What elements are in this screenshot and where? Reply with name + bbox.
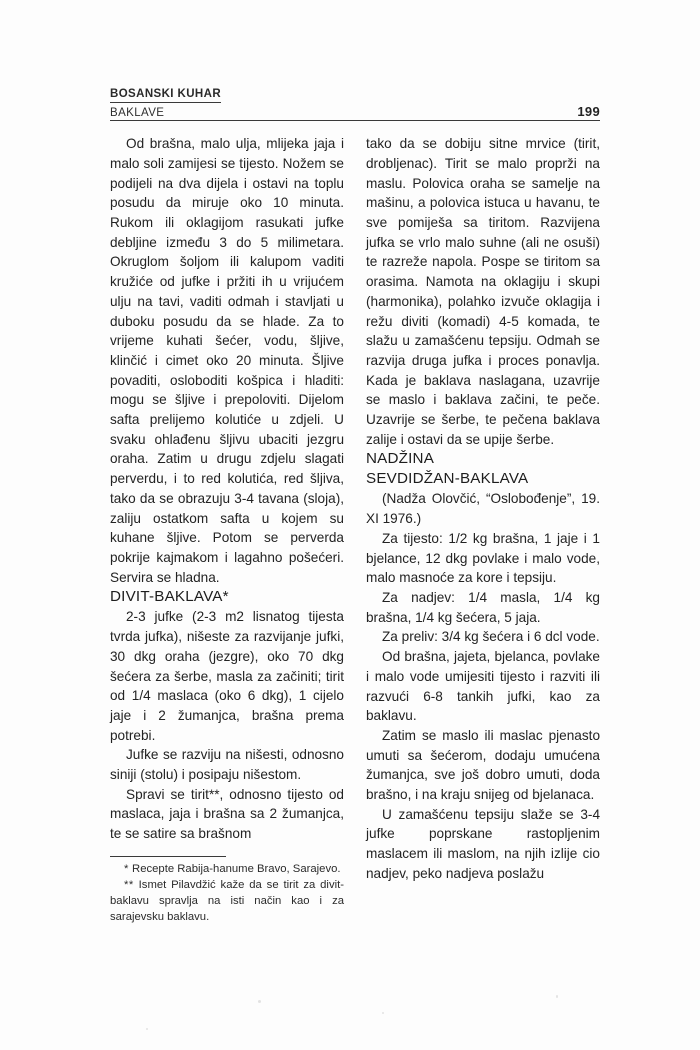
paragraph: Za nadjev: 1/4 masla, 1/4 kg brašna, 1/4 kg šećera, 5 jaja. — [366, 589, 600, 625]
footnote-marker: * — [124, 862, 129, 875]
running-head — [110, 84, 600, 121]
paragraph: Od brašna, jajeta, bjelanca, povlake i malo vode umijesiti tijesto i razviti ili razvući 6-8 tankih jufki, kao za baklavu. — [366, 649, 600, 724]
footnotes — [110, 856, 344, 926]
page-number: 199 — [577, 104, 600, 120]
paragraph: Spravi se tirit**, odnosno tijesto od maslaca, jaja i brašna sa 2 žumanjca, te se satire sa brašnom — [110, 786, 344, 842]
paragraph: Zatim se maslo ili maslac pjenasto umuti sa šećerom, dodaju umućena žumanjca, sve još dobro umuti, doda brašno, i na kraju snijeg od bjelanaca. — [366, 727, 600, 803]
left-column — [110, 134, 344, 925]
paragraph: U zamašćenu tepsiju slaže se 3-4 jufke poprskane rastopljenim maslacem ili maslom, na njih izlije cio nadjev, peko nadjeva poslažu — [366, 806, 600, 881]
footnote-text: Recepte Rabija-hanume Bravo, Sarajevo. — [132, 862, 341, 875]
paragraph: Od brašna, malo ulja, mlijeka jaja i malo soli zamijesi se tijesto. Nožem se podijeli na dva dijela i ostavi na toplu posudu da miruje oko 10 minuta. Rukom ili oklagijom rasukati jufke debljine između 3 do 5 milimetara. Okruglom šoljom ili kalupom vaditi kružiće od jufke i pržiti ih u vrijućem ulju na tavi, vaditi odmah i stavljati u duboku posudu da se hlade. Za to vrijeme kuhati šećer, vodu, šljive, klinčić i cimet oko 20 minuta. Šljive povaditi, osloboditi košpica i hladiti: mogu se šljive i prepoloviti. Dijelom safta prelijemo kolutiće u zdjeli. U svaku ohlađenu šljivu ubaciti jezgru oraha. Zatim u drugu zdjelu slagati perverdu, i to red kolutića, red šljiva, tako da se obrazuju 3-4 tavana (sloja), zaliju ostatkom safta u kojem su kuhane šljive. Potom se perverda pokrije kajmakom i lagahno pošećeri. Servira se hladna. — [110, 136, 344, 585]
recipe-title-nadzina-line2: SEVDIDŽAN-BAKLAVA — [366, 470, 529, 488]
recipe-attribution: (Nadža Olovčić, “Oslobođenje”, 19. XI 1976.) — [366, 491, 600, 527]
paragraph: Za tijesto: 1/2 kg brašna, 1 jaje i 1 bjelance, 12 dkg povlake i malo vode, malo masnoće za kore i tepsiju. — [366, 530, 600, 586]
paragraph: 2-3 jufke (2-3 m2 lisnatog tijesta tvrda jufka), nišeste za razvijanje jufki, 30 dkg oraha (jezgre), oko 70 dkg šećera za šerbe, masla za začiniti; tirit od 1/4 maslaca (oko 6 dkg), 1 cijelo jaje i 2 žumanjca, brašna prema potrebi. — [110, 609, 344, 743]
page-content — [110, 84, 600, 926]
running-head-row — [110, 104, 600, 121]
recipe-title-divit-baklava: DIVIT-BAKLAVA* — [110, 588, 229, 606]
book-title: BOSANSKI KUHAR — [110, 88, 221, 103]
footnote-text: Ismet Pilavdžić kaže da se tirit za divit-baklavu spravlja na isti način kao i za sarajevsku baklavu. — [110, 879, 344, 924]
paragraph: Za preliv: 3/4 kg šećera i 6 dcl vode. — [382, 629, 600, 645]
body-columns — [110, 134, 600, 925]
footnote-separator-rule — [110, 856, 226, 857]
recipe-title-nadzina-line1: NADŽINA — [366, 450, 435, 468]
right-column — [366, 134, 600, 925]
footnote-item — [110, 877, 344, 926]
footnote-marker: ** — [124, 879, 134, 892]
footnote-item — [110, 861, 344, 877]
section-title: BAKLAVE — [110, 107, 165, 120]
paragraph: Jufke se razviju na nišesti, odnosno siniji (stolu) i posipaju nišestom. — [110, 747, 344, 783]
paragraph: tako da se dobiju sitne mrvice (tirit, drobljenac). Tirit se malo proprži na maslu. Polovica oraha se samelje na mašinu, a polovica istuca u havanu, te sve pomiješa sa tiritom. Razvijena jufka se vrlo malo suhne (ali ne osuši) te razreže napola. Pospe se tiritom sa orasima. Namota na oklagiju i skupi (harmonika), polahko izvuče oklagija i režu diviti (komadi) 4-5 komada, te slažu u zamašćenu tepsiju. Odmah se razvija druga jufka i proces ponavlja. Kada je baklava naslagana, uzavrije se maslo i baklava začini, te peče. Uzavrije se šerbe, te pečena baklava zalije i ostavi da se upije šerbe. — [366, 136, 600, 447]
